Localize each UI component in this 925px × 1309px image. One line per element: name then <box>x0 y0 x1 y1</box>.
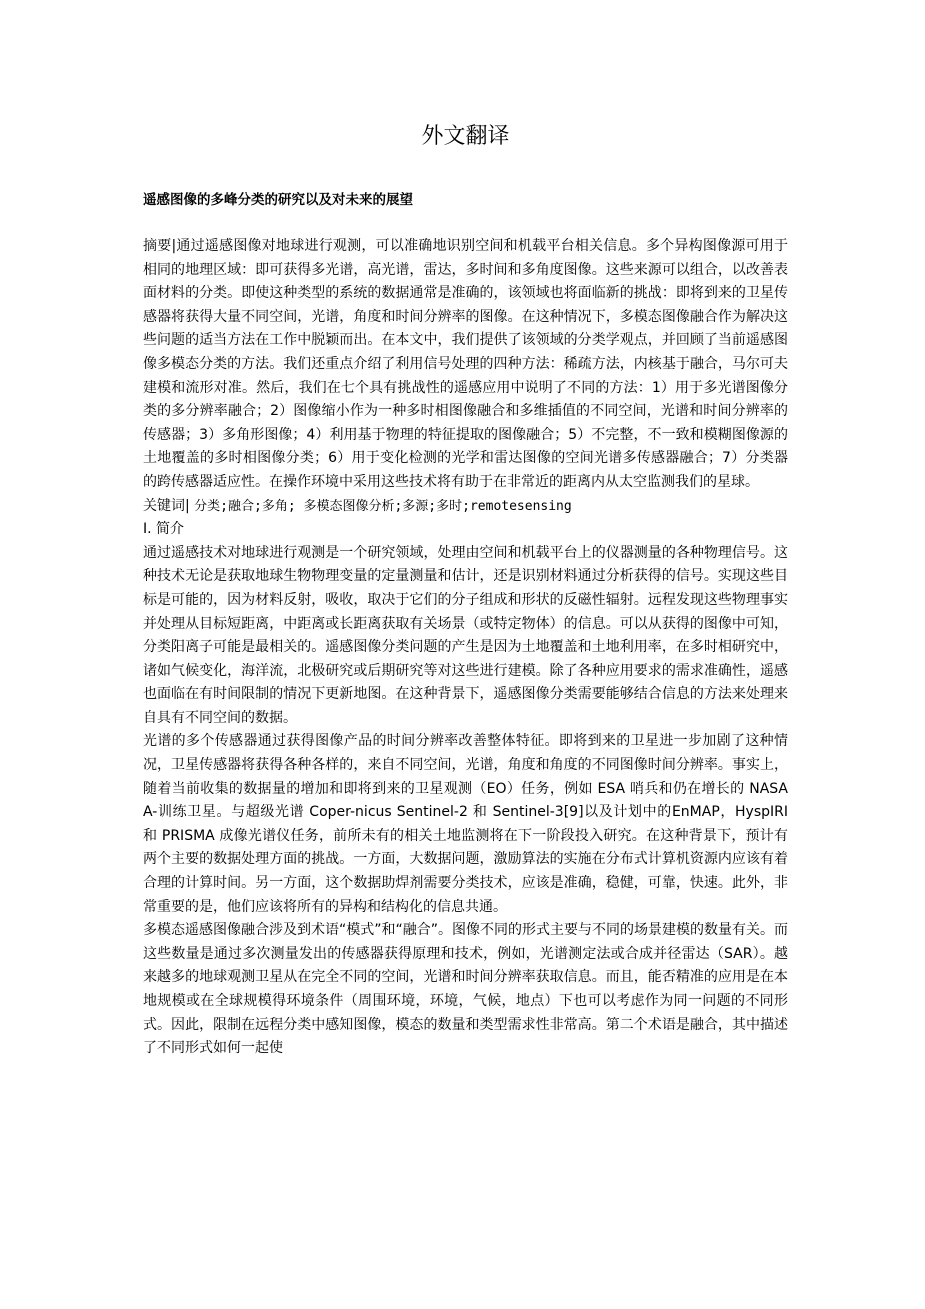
abstract-text: 通过遥感图像对地球进行观测，可以准确地识别空间和机载平台相关信息。多个异构图像源可用于相同的地理区域：即可获得多光谱，高光谱，雷达，多时间和多角度图像。这些来源可以组合，以改善表面材料的分类。即使这种类型的系统的数据通常是准确的，该领域也将面临新的挑战：即将到来的卫星传感器将获得大量不同空间，光谱，角度和时间分辨率的图像。在这种情况下，多模态图像融合作为解决这些问题的适当方法在工作中脱颖而出。在本文中，我们提供了该领域的分类学观点，并回顾了当前遥感图像多模态分类的方法。我们还重点介绍了利用信号处理的四种方法：稀疏方法，内核基于融合，马尔可夫建模和流形对准。然后，我们在七个具有挑战性的遥感应用中说明了不同的方法：1）用于多光谱图像分类的多分辨率融合；2）图像缩小作为一种多时相图像融合和多维插值的不同空间，光谱和时间分辨率的传感器；3）多角形图像；4）利用基于物理的特征提取的图像融合；5）不完整，不一致和模糊图像源的土地覆盖的多时相图像分类；6）用于变化检测的光学和雷达图像的空间光谱多传感器融合；7）分类器的跨传感器适应性。在操作环境中采用这些技术将有助于在非常近的距离内从太空监测我们的星球。 <box>143 238 789 490</box>
document-title: 外文翻译 <box>421 124 510 149</box>
intro-paragraph-1: 通过遥感技术对地球进行观测是一个研究领域，处理由空间和机载平台上的仪器测量的各种物理信号。这种技术无论是获取地球生物物理变量的定量测量和估计，还是识别材料通过分析获得的信号。实现这些目标是可能的，因为材料反射，吸收，取决于它们的分子组成和形状的反磁性辐射。远程发现这些物理事实并处理从目标短距离，中距离或长距离获取有关场景（或特定物体）的信息。可以从获得的图像中可知，分类阳离子可能是最相关的。遥感图像分类问题的产生是因为土地覆盖和土地利用率，在多时相研究中，诸如气候变化，海洋流，北极研究或后期研究等对这些进行建模。除了各种应用要求的需求准确性，遥感也面临在有时间限制的情况下更新地图。在这种背景下，遥感图像分类需要能够结合信息的方法来处理来自具有不同空间的数据。 <box>143 544 788 726</box>
keywords-line <box>143 495 788 519</box>
keywords-label: 关键词| <box>143 497 195 514</box>
document-body <box>143 235 788 1061</box>
abstract-label: 摘要| <box>143 238 177 254</box>
paper-title: 遥感图像的多峰分类的研究以及对未来的展望 <box>143 192 413 208</box>
intro-paragraph-3: 多模态遥感图像融合涉及到术语“模式”和“融合”。图像不同的形式主要与不同的场景建模的数量有关。而这些数量是通过多次测量发出的传感器获得原理和技术，例如，光谱测定法或合成并径雷达（SAR）。越来越多的地球观测卫星从在完全不同的空间，光谱和时间分辨率获取信息。而且，能否精准的应用是在本地规模或在全球规模得环境条件（周围环境，环境，气候，地点）下也可以考虑作为同一问题的不同形式。因此，限制在远程分类中感知图像，模态的数量和类型需求性非常高。第二个术语是融合，其中描述了不同形式如何一起使 <box>143 922 789 1057</box>
abstract-paragraph <box>143 235 788 495</box>
intro-paragraph-2: 光谱的多个传感器通过获得图像产品的时间分辨率改善整体特征。即将到来的卫星进一步加剧了这种情况，卫星传感器将获得各种各样的，来自不同空间，光谱，角度和角度的不同图像时间分辨率。事实上，随着当前收集的数据量的增加和即将到来的卫星观测（EO）任务，例如 ESA 哨兵和仍在增长的 NASA A-训练卫星。与超级光谱 Coper-nicus Sentinel-2 和 Sentinel-3[9]以及计划中的EnMAP，HyspIRI 和 PRISMA 成像光谱仪任务，前所未有的相关土地监测将在下一阶段投入研究。在这种背景下，预计有两个主要的数据处理方面的挑战。一方面，大数据问题，激励算法的实施在分布式计算机资源内应该有着合理的计算时间。另一方面，这个数据助焊剂需要分类技术，应该是准确，稳健，可靠，快速。此外，非常重要的是，他们应该将所有的异构和结构化的信息共通。 <box>143 733 788 915</box>
section-heading: I. 简介 <box>143 521 185 538</box>
keywords-text: 分类;融合;多角; 多模态图像分析;多源;多时;remotesensing <box>194 498 572 514</box>
